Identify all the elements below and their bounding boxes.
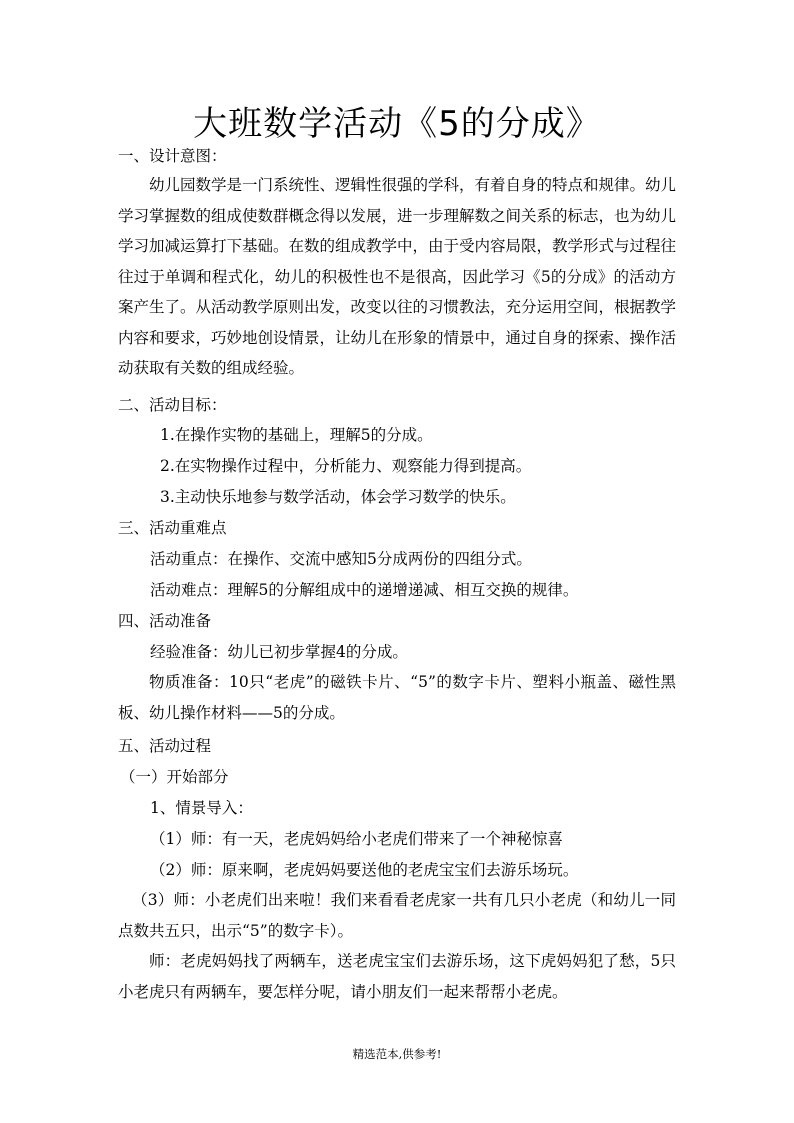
section-heading-preparation: 四、活动准备 (118, 612, 212, 630)
section-heading-design-intent: 一、设计意图： (118, 147, 227, 165)
section-heading-key-points: 三、活动重难点 (118, 519, 227, 537)
document-title: 大班数学活动《5的分成》 (193, 104, 601, 144)
footer-note: 精选范本,供参考! (352, 1047, 442, 1061)
goal-item-1: 1.在操作实物的基础上，理解5的分成。 (160, 426, 433, 444)
experience-preparation: 经验准备：幼儿已初步掌握4的分成。 (150, 643, 408, 661)
intro-heading: 1、情景导入： (150, 799, 253, 817)
sub-heading-start: （一）开始部分 (120, 768, 229, 786)
teacher-line-2: （2）师：原来啊，老虎妈妈要送他的老虎宝宝们去游乐场玩。 (150, 861, 579, 879)
paragraph-design-intent: 幼儿园数学是一门系统性、逻辑性很强的学科，有着自身的特点和规律。幼儿学习掌握数的组成使数群概念得以发展，进一步理解数之间关系的标志，也为幼儿学习加减运算打下基础。在数的组成教学中，由于受内容局限，教学形式与过程往往过于单调和程式化，幼儿的积极性也不是很高，因此学习《5的分成》的活动方案产生了。从活动教学原则出发，改变以往的习惯教法，充分运用空间，根据教学内容和要求，巧妙地创设情景，让幼儿在形象的情景中，通过自身的探索、操作活动获取有关数的组成经验。 (118, 176, 677, 377)
material-preparation: 物质准备：10只“老虎”的磁铁卡片、“5”的数字卡片、塑料小瓶盖、磁性黑板、幼儿操作材料——5的分成。 (118, 673, 676, 722)
key-point: 活动重点：在操作、交流中感知5分成两份的四组分式。 (150, 550, 532, 568)
goal-item-2: 2.在实物操作过程中，分析能力、观察能力得到提高。 (160, 457, 532, 475)
teacher-line-1: （1）师：有一天，老虎妈妈给小老虎们带来了一个神秘惊喜 (150, 830, 563, 848)
section-heading-process: 五、活动过程 (118, 737, 212, 755)
section-heading-goals: 二、活动目标： (118, 396, 227, 414)
goal-item-3: 3.主动快乐地参与数学活动，体会学习数学的快乐。 (160, 488, 516, 506)
teacher-line-4: 师：老虎妈妈找了两辆车，送老虎宝宝们去游乐场，这下虎妈妈犯了愁，5只小老虎只有两辆车，要怎样分呢，请小朋友们一起来帮帮小老虎。 (118, 952, 676, 1001)
difficult-point: 活动难点：理解5的分解组成中的递增递减、相互交换的规律。 (150, 581, 579, 599)
teacher-line-3: （3）师：小老虎们出来啦！我们来看看老虎家一共有几只小老虎（和幼儿一同点数共五只，出示“5”的数字卡）。 (118, 891, 676, 940)
